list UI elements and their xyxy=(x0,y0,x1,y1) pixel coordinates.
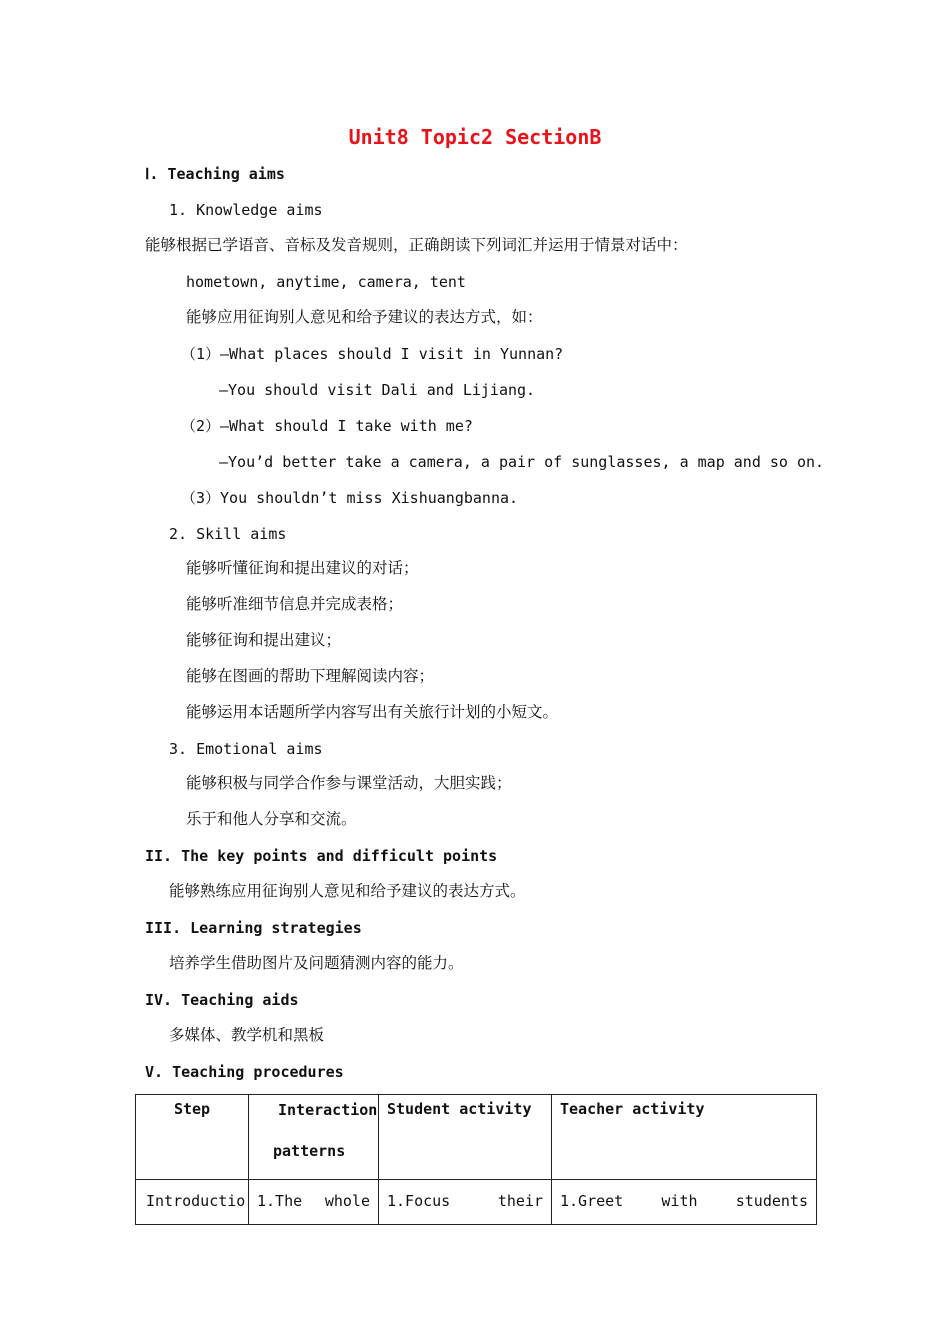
section-heading-teaching-procedures: V. Teaching procedures xyxy=(145,1063,344,1081)
teaching-aids-text: 多媒体、教学机和黑板 xyxy=(169,1026,325,1044)
header-teacher xyxy=(552,1095,817,1180)
example-2-answer: —You’d better take a camera, a pair of sunglasses, a map and so on. xyxy=(219,453,825,471)
example-3: （3）You shouldn’t miss Xishuangbanna. xyxy=(181,489,519,507)
skill-aims-heading: 2. Skill aims xyxy=(169,525,287,543)
cell-interaction xyxy=(249,1180,379,1225)
header-interaction xyxy=(249,1095,379,1180)
header-interaction-label-2: patterns xyxy=(273,1142,346,1160)
skill-item: 能够在图画的帮助下理解阅读内容； xyxy=(186,667,435,685)
cell-teacher-word: 1.Greet xyxy=(560,1192,624,1210)
learning-strategies-text: 培养学生借助图片及问题猜测内容的能力。 xyxy=(169,954,464,972)
knowledge-aims-heading: 1. Knowledge aims xyxy=(169,201,323,219)
section-heading-teaching-aims: Ⅰ. Teaching aims xyxy=(145,165,285,183)
example-2-question: （2）—What should I take with me? xyxy=(181,417,473,435)
skill-item: 能够运用本话题所学内容写出有关旅行计划的小短文。 xyxy=(186,703,559,721)
example-1-answer: —You should visit Dali and Lijiang. xyxy=(219,381,536,399)
cell-student-word: 1.Focus xyxy=(387,1192,451,1210)
cell-teacher-word: students xyxy=(735,1192,808,1210)
emotional-item: 乐于和他人分享和交流。 xyxy=(186,810,357,828)
knowledge-intro-text: 能够根据已学语音、音标及发音规则，正确朗读下列词汇并运用于情景对话中： xyxy=(145,236,688,254)
section-heading-key-points: II. The key points and difficult points xyxy=(145,847,498,865)
cell-step-text: Introductio xyxy=(146,1192,246,1210)
table-header-row xyxy=(136,1095,817,1180)
skill-item: 能够听懂征询和提出建议的对话； xyxy=(186,559,419,577)
cell-teacher-word: with xyxy=(661,1192,698,1210)
section-heading-learning-strategies: III. Learning strategies xyxy=(145,919,362,937)
cell-interaction-word: 1.The xyxy=(257,1192,303,1210)
section-heading-teaching-aids: IV. Teaching aids xyxy=(145,991,299,1009)
cell-teacher xyxy=(552,1180,817,1225)
skill-item: 能够征询和提出建议； xyxy=(186,631,342,649)
cell-interaction-word: whole xyxy=(324,1192,370,1210)
header-interaction-label: Interaction xyxy=(278,1101,378,1119)
emotional-item: 能够积极与同学合作参与课堂活动，大胆实践； xyxy=(186,774,512,792)
example-1-question: （1）—What places should I visit in Yunnan? xyxy=(181,345,564,363)
cell-student-word: their xyxy=(497,1192,543,1210)
cell-student xyxy=(379,1180,552,1225)
emotional-aims-heading: 3. Emotional aims xyxy=(169,740,323,758)
skill-item: 能够听准细节信息并完成表格； xyxy=(186,595,404,613)
cell-step xyxy=(136,1180,249,1225)
key-points-text: 能够熟练应用征询别人意见和给予建议的表达方式。 xyxy=(169,882,526,900)
page-title: Unit8 Topic2 SectionB xyxy=(348,125,602,149)
header-student-label: Student activity xyxy=(387,1100,532,1118)
header-student xyxy=(379,1095,552,1180)
table-row xyxy=(136,1180,817,1225)
header-step xyxy=(136,1095,249,1180)
header-teacher-label: Teacher activity xyxy=(560,1100,705,1118)
vocab-list: hometown, anytime, camera, tent xyxy=(186,273,466,291)
procedures-table xyxy=(135,1094,817,1225)
header-step-label: Step xyxy=(173,1100,211,1118)
expressions-intro-text: 能够应用征询别人意见和给予建议的表达方式，如： xyxy=(186,308,543,326)
